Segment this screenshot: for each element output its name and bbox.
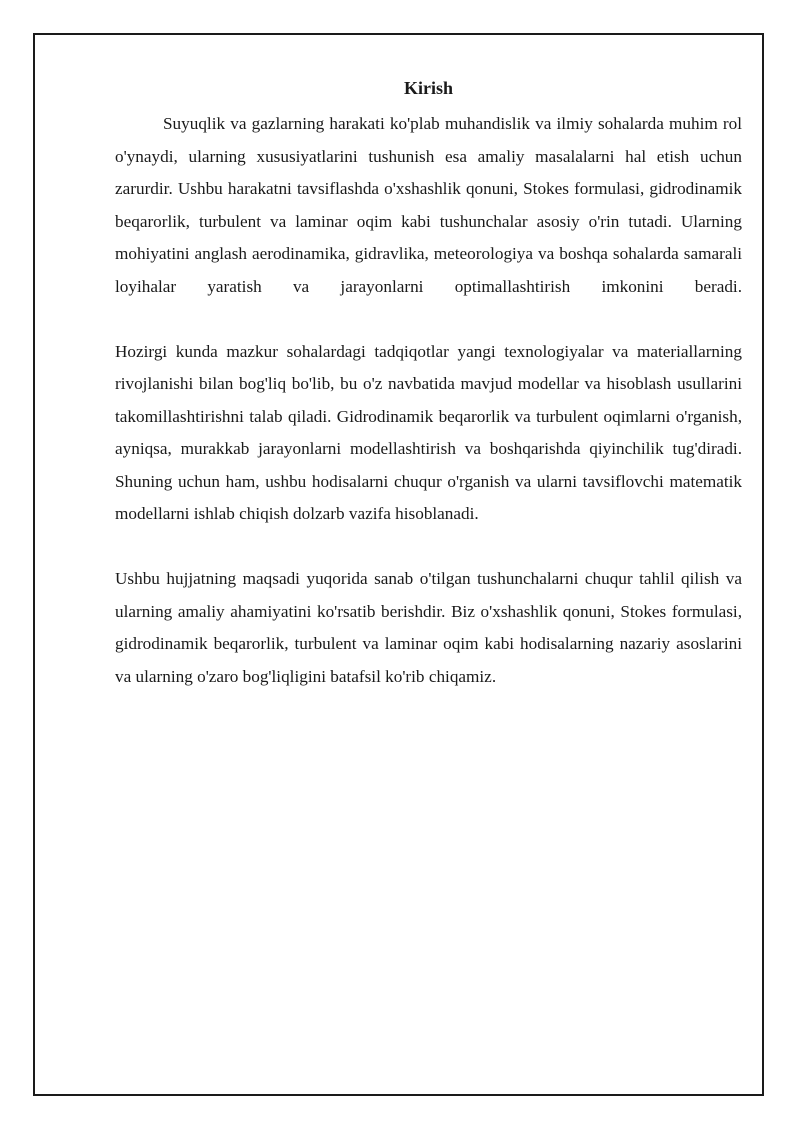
document-body bbox=[115, 76, 742, 693]
paragraph-2: Hozirgi kunda mazkur sohalardagi tadqiqotlar yangi texnologiyalar va materiallarning rivojlanishi bilan bog'liq bo'lib, bu o'z navbatida mavjud modellar va hisoblash usullarini takomillashtirishni talab qiladi. Gidrodinamik beqarorlik va turbulent oqimlarni o'rganish, ayniqsa, murakkab jarayonlarni modellashtirish va boshqarishda qiyinchilik tug'diradi. Shuning uchun ham, ushbu hodisalarni chuqur o'rganish va ularni tavsiflovchi matematik modellarni ishlab chiqish dolzarb vazifa hisoblanadi. bbox=[115, 341, 742, 523]
paragraph-gap bbox=[115, 303, 742, 336]
paragraph-gap bbox=[115, 531, 742, 564]
document-title: Kirish bbox=[403, 78, 453, 98]
paragraph-1: Suyuqlik va gazlarning harakati ko'plab muhandislik va ilmiy sohalarda muhim rol o'ynaydi, ularning xususiyatlarini tushunish esa amaliy masalalarni hal etish uchun zarurdir. Ushbu harakatni tavsiflashda o'xshashlik qonuni, Stokes formulasi, gidrodinamik beqarorlik, turbulent va laminar oqim kabi tushunchalar asosiy o'rin tutadi. Ularning mohiyatini anglash aerodinamika, gidravlika, meteorologiya va boshqa sohalarda samarali loyihalar yaratish va jarayonlarni optimallashtirish imkonini beradi. bbox=[115, 114, 742, 296]
paragraph-3: Ushbu hujjatning maqsadi yuqorida sanab o'tilgan tushunchalarni chuqur tahlil qilish va ularning amaliy ahamiyatini ko'rsatib berishdir. Biz o'xshashlik qonuni, Stokes formulasi, gidrodinamik beqarorlik, turbulent va laminar oqim kabi hodisalarning nazariy asoslarini va ularning o'zaro bog'liqligini batafsil ko'rib chiqamiz. bbox=[115, 569, 742, 686]
